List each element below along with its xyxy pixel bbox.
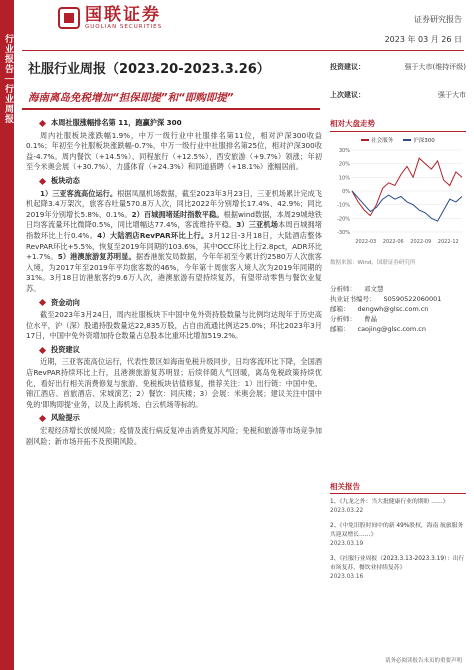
related-date: 2023.03.22 xyxy=(330,508,364,514)
dyn-text-1: 根据凤凰机场数据，截至2023年3月23日，三亚机场累计完成飞机起降3.4万架次，旅客吞吐量570.8万人次，同比2022年分别增长17.4%、42.9%；同比2019年分别增长5.8%、0.1%。 xyxy=(26,188,322,219)
analyst-role: 邮箱： xyxy=(330,325,350,333)
diamond-bullet-icon xyxy=(39,299,46,306)
section-dynamics-head: 板块动态 xyxy=(51,175,80,185)
y-tick-label: -20% xyxy=(337,216,350,223)
advice-paragraph: 近期，三亚客流高位运行，代表性景区如海南免税升级同步，日均客流环比下降，全国酒店RevPAR持续环比上行，且港澳旅游复苏明显；后续伴随人气回暖，离岛免税政策持续优化，看好出行相关消费修复与旅游、免税板块估值修复，推荐关注：1）出行链：中国中免、锦江酒店、首旅酒店、宋城演艺；2）餐饮：同庆楼；3）会展：米奥会展；建议关注中国中免的'即购即提'业务，以及上海机场、白云机场等标的。 xyxy=(26,357,322,409)
y-tick-label: -30% xyxy=(337,230,350,236)
legend-item-sector xyxy=(361,136,393,144)
y-tick-label: -10% xyxy=(337,202,350,209)
logo-cn-text: 国联证券 xyxy=(85,5,161,25)
analyst-row xyxy=(330,294,466,304)
section-funds xyxy=(26,298,322,309)
funds-paragraph: 截至2023年3月24日，周内社服板块下中国中免外资持股数量与比例均达现年于历史高位水平，沪（深）股通持股数量达22,835万股，占自由流通比例达25.0%；环比2023年3月17日，中国中免外资增加持仓数量占总股本比重环比增加519.2%。 xyxy=(26,310,322,341)
related-item[interactable] xyxy=(330,555,466,582)
analyst-value: 邓文慧 xyxy=(364,285,384,293)
logo-en-text: GUOLIAN SECURITIES xyxy=(85,24,163,30)
sidebar-band xyxy=(0,0,14,670)
dyn-text-3: 本周百城拥堵指数环比上行0.4%。 xyxy=(26,220,322,240)
x-tick-label: 2022-06 xyxy=(382,239,404,245)
dyn-point-3: 3）三亚机场 xyxy=(236,220,279,230)
y-tick-label: 0% xyxy=(342,189,350,195)
analyst-role: 邮箱： xyxy=(330,305,350,313)
report-type: 证券研究报告 xyxy=(414,15,462,24)
section-market xyxy=(26,118,322,129)
y-tick-label: 20% xyxy=(338,161,350,168)
rating-label: 上次建议： xyxy=(330,91,365,99)
relative-performance-chart xyxy=(330,146,466,256)
dyn-point-5: 5）港澳旅游复苏明显。 xyxy=(57,252,136,262)
market-paragraph: 周内社服板块涨跌幅1.9%，中万一级行业中社服排名第11位，相对沪深300收益0.1%；年初至今社服板块涨跌幅-0.7%，中万一级行业中社服排名第25位，相对沪深300收益-4.7%。周内餐饮（+14.5%）、同程旅行（+12.5%）、西安旅游（+9.7%）领涨；年初至今米奥会展（+30.7%）、力盛体育（+24.3%）和同道猎聘（+18.1%）涨幅居前。 xyxy=(26,130,322,172)
section-dynamics xyxy=(26,176,322,187)
rating-current xyxy=(330,62,466,72)
rating-value: 强于大市(维持评级) xyxy=(404,63,466,71)
analyst-role: 执业证书编号： xyxy=(330,295,376,303)
report-date: 2023 年 03 月 26 日 xyxy=(384,35,462,44)
dyn-point-1: 1）三亚客流高位运行。 xyxy=(40,188,118,198)
related-title: 2、《中免旧股时间中的新 49%股权，海南 航旅服务共迎双增长……》 xyxy=(330,523,464,538)
company-logo xyxy=(58,6,162,30)
analyst-value: 曹晶 xyxy=(364,315,377,323)
analyst-role: 分析师： xyxy=(330,315,356,323)
dyn-text-2: 根据wind数据，本周29城地铁日均客流量环比微降0.5%，同比增幅达77.4%，客流维持平稳。 xyxy=(26,209,322,230)
legend-swatch xyxy=(403,139,411,141)
diamond-bullet-icon xyxy=(39,347,46,354)
report-title: 社服行业周报（2023.20-2023.3.26） xyxy=(28,62,270,77)
diamond-bullet-icon xyxy=(39,178,46,185)
legend-label: 沪深300 xyxy=(413,138,435,144)
analyst-row xyxy=(330,314,466,324)
analyst-block xyxy=(330,284,466,334)
dynamics-paragraph xyxy=(26,189,322,295)
analyst-value: dengwh@glsc.com.cn xyxy=(357,305,429,313)
x-tick-label: 2022-12 xyxy=(437,239,459,245)
analyst-value: caojing@glsc.com.cn xyxy=(357,325,426,333)
dyn-text-4: 3月12日-3月18日，大陆酒店整体RevPAR环比+5.5%，恢复至2019年同期的103.6%，其中OCC环比上行2.8pct，ADR环比+1.7%。 xyxy=(26,230,322,262)
footer-disclaimer: 请务必阅读报告末页的重要声明 xyxy=(384,658,462,664)
dyn-point-2: 2）百城拥堵延时指数平稳。 xyxy=(131,209,224,219)
title-rule xyxy=(22,108,320,110)
chart-source: 数据来源：Wind，国联证券研究所 xyxy=(330,260,416,266)
related-date: 2023.03.19 xyxy=(330,541,364,547)
analyst-row xyxy=(330,324,466,334)
right-column xyxy=(330,62,466,334)
diamond-bullet-icon xyxy=(39,120,46,127)
section-funds-head: 资金动向 xyxy=(51,297,80,307)
sidebar-label: 行业报告｜行业周报 xyxy=(3,34,13,124)
rating-label: 投资建议： xyxy=(330,63,365,71)
legend-label: 社会服务 xyxy=(371,138,394,144)
chart-legend xyxy=(330,136,466,144)
dyn-point-4: 4）大陆酒店RevPAR环比上行。 xyxy=(97,230,209,240)
section-risk xyxy=(26,413,322,424)
section-market-head: 本周社服涨幅排名第 11，跑赢沪深 300 xyxy=(51,118,182,127)
y-tick-label: 30% xyxy=(338,148,350,154)
related-head: 相关报告 xyxy=(330,482,466,494)
x-tick-label: 2022-03 xyxy=(355,239,377,245)
rating-previous xyxy=(330,90,466,100)
related-reports xyxy=(330,482,466,588)
analyst-role: 分析师： xyxy=(330,285,356,293)
chart-section-head: 相对大盘走势 xyxy=(330,118,466,132)
y-tick-label: 10% xyxy=(338,175,350,182)
section-risk-head: 风险提示 xyxy=(51,413,80,423)
analyst-value: S0590522060001 xyxy=(383,295,442,303)
related-date: 2023.03.16 xyxy=(330,574,364,580)
related-item[interactable] xyxy=(330,498,466,516)
chart-svg xyxy=(330,146,466,246)
header-rule xyxy=(22,50,464,51)
section-advice xyxy=(26,345,322,356)
legend-swatch xyxy=(361,139,369,141)
series-line xyxy=(352,191,462,221)
diamond-bullet-icon xyxy=(39,415,46,422)
analyst-row xyxy=(330,304,466,314)
risk-paragraph: 宏观经济增长放缓风险；疫情及流行病反复冲击消费复苏风险；免税和旅游等市场竞争加剧风险；新市场开拓不及预期风险。 xyxy=(26,426,322,446)
main-content xyxy=(26,115,322,447)
analyst-row xyxy=(330,284,466,294)
logo-mark-icon xyxy=(58,7,80,29)
report-subtitle: 海南离岛免税增加“担保即提”和“即购即提” xyxy=(28,92,234,104)
legend-item-index xyxy=(403,136,435,144)
x-tick-label: 2022-09 xyxy=(410,239,432,245)
dyn-text-5: 据香港旅发局数据，今年年初至今累计约2580万人次旅客入境，为2017年至2019年平均旅客数的46%，今年第十周旅客入境人次为2019年同期的31%。3月18日访港旅客约9.6万人次，港澳旅游有望持续复苏，有望带动零售与餐饮业复苏。 xyxy=(26,252,322,293)
related-title: 3、《社服行业周报（2023.3.13-2023.3.19）：出行市场复苏，餐饮业持续复苏》 xyxy=(330,556,465,571)
section-advice-head: 投资建议 xyxy=(51,344,80,354)
related-title: 1、《九龙之外：当大批健康行业的期盼 ……》 xyxy=(330,499,449,505)
related-item[interactable] xyxy=(330,522,466,549)
rating-value: 强于大市 xyxy=(438,91,466,99)
